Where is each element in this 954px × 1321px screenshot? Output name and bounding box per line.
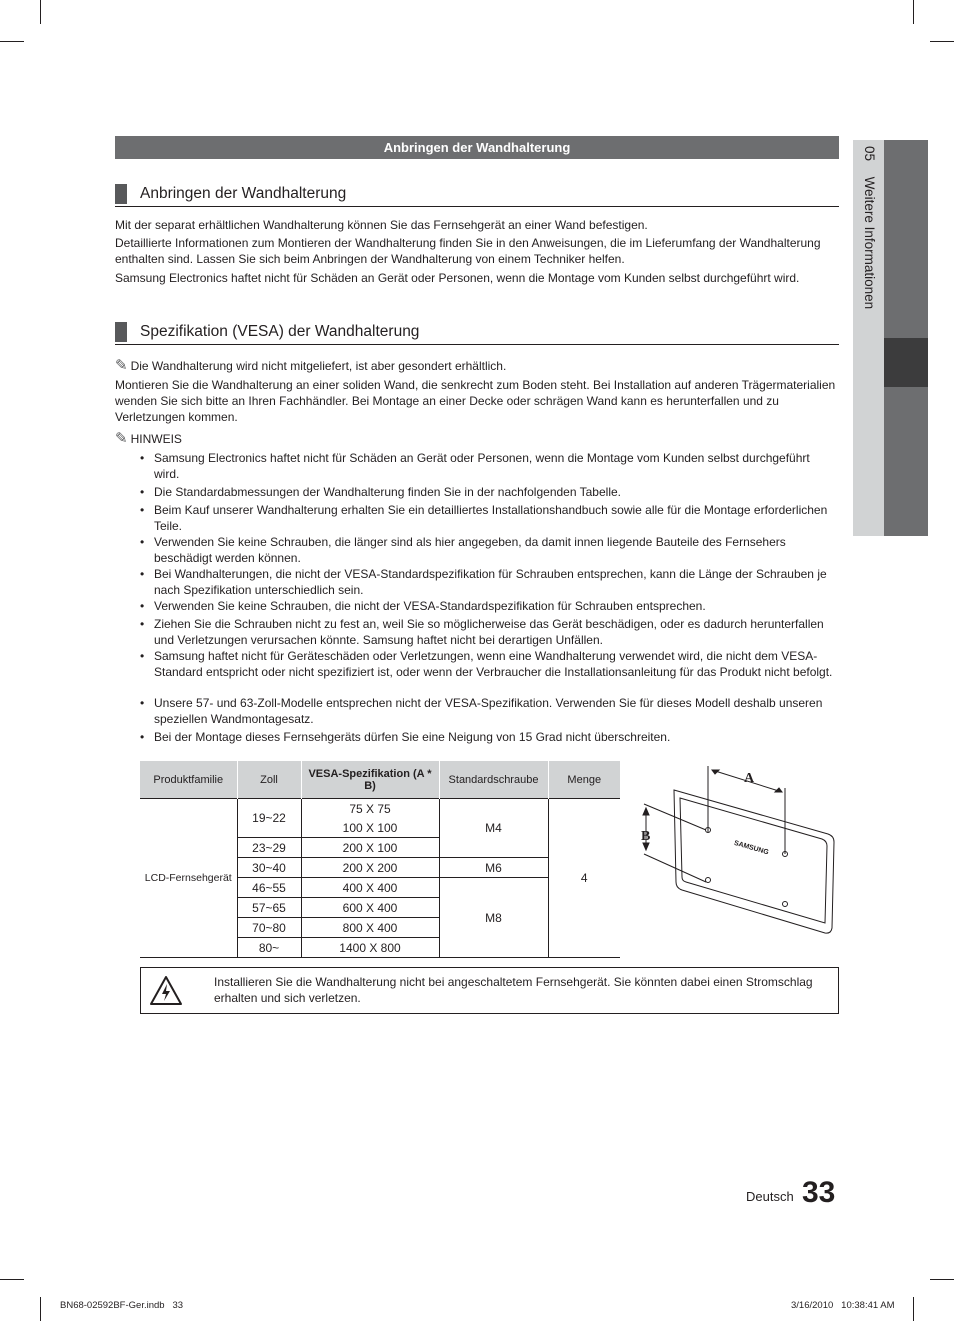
list-item: • Samsung Electronics haftet nicht für Schäden an Gerät oder Personen, wenn die Montage vom Kunden selbst durchgeführt wird. <box>140 451 838 482</box>
tv-back-outline <box>674 790 834 933</box>
pencil-icon: ✎ <box>115 430 128 447</box>
table-header-row <box>140 761 620 799</box>
heading-text: Spezifikation (VESA) der Wandhalterung <box>140 323 420 340</box>
warning-text: Installieren Sie die Wandhalterung nicht bei angeschaltetem Fernsehgerät. Sie könnten dabei einen Stromschlag erhalten und sich verletzen. <box>214 975 813 1005</box>
chapter-title: Weitere Informationen <box>862 176 877 310</box>
table-header: Menge <box>548 761 620 799</box>
table-header: Produktfamilie <box>140 761 237 799</box>
paragraph: Samsung Electronics haftet nicht für Schäden an Gerät oder Personen, wenn die Montage vom Kunden selbst durchgeführt wird. <box>115 271 800 285</box>
electric-shock-warning-icon <box>149 975 183 1007</box>
note-text: Die Wandhalterung wird nicht mitgeliefert, ist aber gesondert erhältlich. <box>130 359 507 373</box>
table-cell-screw: M4 <box>439 799 548 858</box>
side-tab-marker <box>884 338 928 387</box>
crop-mark <box>913 0 914 24</box>
table-cell-vesa: 200 X 200 <box>301 858 439 878</box>
note-heading <box>115 431 182 447</box>
heading-wall-mount <box>115 184 839 207</box>
list-item: • Ziehen Sie die Schrauben nicht zu fest an, weil Sie so möglicherweise das Gerät beschädigen, oder es dadurch herunterfallen und Verletzungen verursachen könnte. Samsung haftet nicht bei derartigen Unfällen. <box>140 617 838 648</box>
page-number: 33 <box>802 1176 836 1209</box>
crop-mark <box>40 1297 41 1321</box>
list-item: • Beim Kauf unserer Wandhalterung erhalten Sie ein detailliertes Installationshandbuch sowie alle für die Montage erforderlichen Teile. <box>140 503 838 534</box>
dimension-a-label: A <box>744 771 755 786</box>
chapter-number: 05 <box>862 146 877 162</box>
table-cell-vesa: 800 X 400 <box>301 918 439 938</box>
table-cell-zoll: 19~22 <box>237 799 301 838</box>
list-item: • Bei der Montage dieses Fernsehgeräts dürfen Sie eine Neigung von 15 Grad nicht überschreiten. <box>140 730 838 746</box>
crop-mark <box>0 41 24 42</box>
crop-mark <box>0 1279 24 1280</box>
table-cell-vesa: 400 X 400 <box>301 878 439 898</box>
table-cell-screw: M8 <box>439 878 548 958</box>
list-item: • Bei Wandhalterungen, die nicht der VESA-Standardspezifikation für Schrauben entsprechen, kann die Länge der Schrauben je nach Spezifikation unterschiedlich sein. <box>140 567 838 598</box>
table-header: VESA-Spezifikation (A * B) <box>301 761 439 799</box>
table-cell-zoll: 70~80 <box>237 918 301 938</box>
list-item: • Samsung haftet nicht für Geräteschäden oder Verletzungen, wenn eine Wandhalterung verwendet wird, die nicht dem VESA-Standard entspricht oder nicht spezifiziert ist, oder wenn der Verbraucher die Installationsanleitung für das Produkt nicht befolgt. <box>140 649 838 680</box>
crop-mark <box>40 0 41 24</box>
table-cell-zoll: 30~40 <box>237 858 301 878</box>
vesa-spec-table <box>140 761 620 958</box>
note-line <box>115 358 506 374</box>
paragraph: Mit der separat erhältlichen Wandhalterung können Sie das Fernsehgerät an einer Wand befestigen. <box>115 218 648 232</box>
table-header: Zoll <box>237 761 301 799</box>
table-cell-vesa: 200 X 100 <box>301 838 439 858</box>
table-cell-family: LCD-Fernsehgerät <box>140 799 237 958</box>
table-cell-vesa: 600 X 400 <box>301 898 439 918</box>
table-cell-zoll: 23~29 <box>237 838 301 858</box>
footer-language: Deutsch <box>746 1189 794 1204</box>
table-cell-zoll: 57~65 <box>237 898 301 918</box>
table-cell-vesa: 75 X 75 <box>301 799 439 819</box>
crop-mark <box>930 41 954 42</box>
table-row <box>140 799 620 819</box>
table-cell-vesa: 1400 X 800 <box>301 938 439 958</box>
section-title-bar: Anbringen der Wandhalterung <box>115 136 839 159</box>
list-item: • Die Standardabmessungen der Wandhalterung finden Sie in der nachfolgenden Tabelle. <box>140 485 838 501</box>
table-cell-screw: M6 <box>439 858 548 878</box>
heading-text: Anbringen der Wandhalterung <box>140 185 347 202</box>
paragraph: Detaillierte Informationen zum Montieren der Wandhalterung finden Sie in den Anweisungen, die im Lieferumfang der Wandhalterung enthalten sind. Lassen Sie sich beim Anbringen der Wandhalterung von einem Techniker helfen. <box>115 236 821 266</box>
heading-marker <box>115 184 127 204</box>
arrowhead <box>643 843 649 850</box>
print-timestamp: 3/16/2010 10:38:41 AM <box>791 1300 895 1311</box>
table-cell-zoll: 80~ <box>237 938 301 958</box>
pencil-icon: ✎ <box>115 357 128 374</box>
table-cell-zoll: 46~55 <box>237 878 301 898</box>
arrowhead <box>643 808 649 815</box>
dimension-b-label: B <box>641 829 651 844</box>
print-file-name: BN68-02592BF-Ger.indb 33 <box>60 1300 184 1311</box>
crop-mark <box>930 1279 954 1280</box>
heading-marker <box>115 322 127 342</box>
side-tab-label <box>860 146 878 446</box>
tv-back-diagram <box>632 758 842 948</box>
heading-vesa-spec <box>115 322 839 345</box>
note-label: HINWEIS <box>130 432 182 446</box>
table-cell-vesa: 100 X 100 <box>301 818 439 838</box>
table-header: Standardschraube <box>439 761 548 799</box>
list-item: • Verwenden Sie keine Schrauben, die nicht der VESA-Standardspezifikation für Schrauben entsprechen. <box>140 599 838 615</box>
warning-box <box>140 967 839 1014</box>
crop-mark <box>913 1297 914 1321</box>
table-cell-menge: 4 <box>548 799 620 958</box>
list-item: • Verwenden Sie keine Schrauben, die länger sind als hier angegeben, da damit innen liegende Bauteile des Fernsehers beschädigt werden können. <box>140 535 838 566</box>
paragraph: Montieren Sie die Wandhalterung an einer soliden Wand, die senkrecht zum Boden steht. Bei Installation auf anderen Trägermaterialien wenden Sie sich bitte an Ihren Fachhändler. Bei Montage an einer Decke oder schrägen Wand kann es herunterfallen und zu Verletzungen kommen. <box>115 378 836 424</box>
list-item: • Unsere 57- und 63-Zoll-Modelle entsprechen nicht der VESA-Spezifikation. Verwenden Sie für dieses Modell deshalb unseren speziellen Wandmontagesatz. <box>140 696 838 727</box>
brand-logo: SAMSUNG <box>733 839 770 857</box>
